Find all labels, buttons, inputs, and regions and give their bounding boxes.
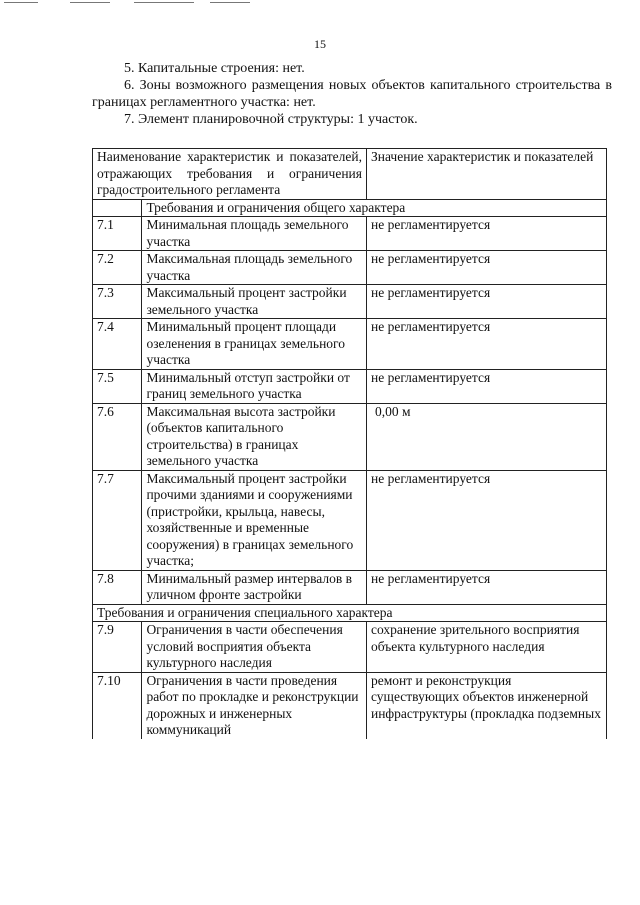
table-row xyxy=(93,217,607,251)
scan-edge-marks xyxy=(0,0,640,6)
row-name: Максимальная площадь земельного участка xyxy=(142,251,367,285)
row-name: Ограничения в части обеспечения условий восприятия объекта культурного наследия xyxy=(142,622,367,673)
row-name: Максимальная высота застройки (объектов капитального строительства) в границах земельного участка xyxy=(142,403,367,470)
row-value: не регламентируется xyxy=(366,369,606,403)
row-name: Ограничения в части проведения работ по прокладке и реконструкции дорожных и инженерных коммуникаций xyxy=(142,672,367,739)
row-value: не регламентируется xyxy=(366,285,606,319)
row-value: 0,00 м xyxy=(366,403,606,470)
section-general-title: Требования и ограничения общего характера xyxy=(142,199,607,217)
row-value: не регламентируется xyxy=(366,251,606,285)
table-row xyxy=(93,285,607,319)
row-value: ремонт и реконструкция существующих объектов инженерной инфраструктуры (прокладка подземных xyxy=(366,672,606,739)
table-row xyxy=(93,369,607,403)
row-number: 7.8 xyxy=(93,570,142,604)
intro-item-7: 7. Элемент планировочной структуры: 1 участок. xyxy=(124,112,418,127)
section-row-special xyxy=(93,604,607,622)
header-values: Значение характеристик и показателей xyxy=(366,149,606,200)
row-name: Минимальный отступ застройки от границ земельного участка xyxy=(142,369,367,403)
section-row-general xyxy=(93,199,607,217)
row-number: 7.1 xyxy=(93,217,142,251)
table-row xyxy=(93,470,607,570)
row-name: Минимальный размер интервалов в уличном фронте застройки xyxy=(142,570,367,604)
row-number: 7.4 xyxy=(93,319,142,370)
page-number: 15 xyxy=(314,37,326,51)
row-number: 7.3 xyxy=(93,285,142,319)
table-row xyxy=(93,570,607,604)
table-row xyxy=(93,403,607,470)
row-name: Максимальный процент застройки прочими зданиями и сооружениями (пристройки, крыльца, навесы, хозяйственные и временные сооружения) в границах земельного участка; xyxy=(142,470,367,570)
row-value: не регламентируется xyxy=(366,217,606,251)
intro-item-6: 6. Зоны возможного размещения новых объектов капитального строительства в границах регламентного участка: нет. xyxy=(92,78,612,110)
row-name: Максимальный процент застройки земельного участка xyxy=(142,285,367,319)
intro-text xyxy=(92,60,612,128)
row-number: 7.5 xyxy=(93,369,142,403)
table-row xyxy=(93,672,607,739)
table-row xyxy=(93,251,607,285)
header-characteristics: Наименование характеристик и показателей, отражающих требования и ограничения градостроительного регламента xyxy=(93,149,367,200)
row-value: не регламентируется xyxy=(366,319,606,370)
row-name: Минимальный процент площади озеленения в границах земельного участка xyxy=(142,319,367,370)
regulations-table xyxy=(92,148,607,739)
table-row xyxy=(93,319,607,370)
row-value: не регламентируется xyxy=(366,570,606,604)
section-general-blank xyxy=(93,199,142,217)
row-number: 7.6 xyxy=(93,403,142,470)
section-special-title: Требования и ограничения специального характера xyxy=(93,604,607,622)
row-number: 7.10 xyxy=(93,672,142,739)
intro-item-5: 5. Капитальные строения: нет. xyxy=(124,61,305,76)
row-number: 7.7 xyxy=(93,470,142,570)
row-value: сохранение зрительного восприятия объекта культурного наследия xyxy=(366,622,606,673)
row-number: 7.2 xyxy=(93,251,142,285)
row-name: Минимальная площадь земельного участка xyxy=(142,217,367,251)
table-row xyxy=(93,622,607,673)
row-number: 7.9 xyxy=(93,622,142,673)
table-header-row xyxy=(93,149,607,200)
row-value: не регламентируется xyxy=(366,470,606,570)
